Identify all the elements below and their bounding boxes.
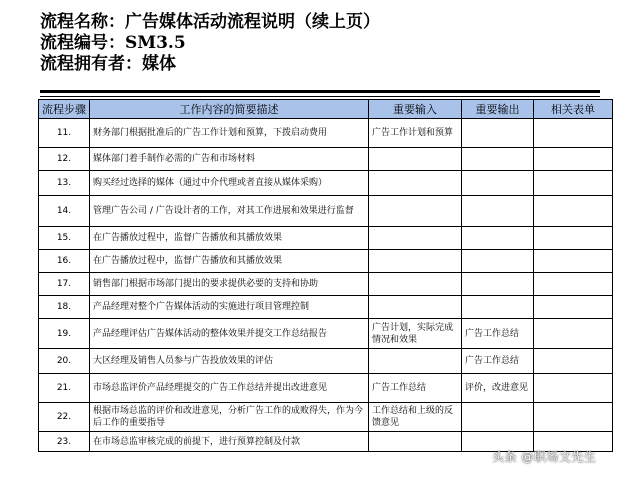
input-cell [369,273,462,296]
output-cell [462,403,534,432]
column-header-description: 工作内容的简要描述 [90,100,369,119]
watermark: 头条 @职场文先生 [492,450,597,464]
table-row [39,196,613,227]
column-header-forms: 相关表单 [534,100,613,119]
forms-cell [534,296,613,319]
input-cell: 广告工作总结 [369,374,462,403]
output-cell [462,148,534,171]
description-cell: 购买经过选择的媒体（通过中介代理或者直接从媒体采购） [90,171,369,196]
step-cell: 11. [39,119,90,148]
forms-cell [534,119,613,148]
forms-cell [534,374,613,403]
step-cell: 14. [39,196,90,227]
forms-cell [534,227,613,250]
table-row [39,374,613,403]
header-rule-thin [40,96,600,97]
description-cell: 大区经理及销售人员参与广告投放效果的评估 [90,349,369,374]
output-cell [462,250,534,273]
process-owner: 流程拥有者：媒体 [40,54,176,74]
input-cell: 广告工作计划和预算 [369,119,462,148]
description-cell: 媒体部门着手制作必需的广告和市场材料 [90,148,369,171]
forms-cell [534,250,613,273]
description-cell: 市场总监评价产品经理提交的广告工作总结并提出改进意见 [90,374,369,403]
input-cell [369,148,462,171]
description-cell: 在市场总监审核完成的前提下，进行预算控制及付款 [90,432,369,452]
table-row [39,227,613,250]
column-header-input: 重要输入 [369,100,462,119]
forms-cell [534,196,613,227]
step-cell: 15. [39,227,90,250]
output-cell [462,119,534,148]
step-cell: 12. [39,148,90,171]
description-cell: 销售部门根据市场部门提出的要求提供必要的支持和协助 [90,273,369,296]
input-cell [369,296,462,319]
step-cell: 20. [39,349,90,374]
header-rule-thick [40,90,600,93]
forms-cell [534,349,613,374]
process-number: 流程编号：SM3.5 [40,33,186,53]
step-cell: 23. [39,432,90,452]
output-cell: 评价，改进意见 [462,374,534,403]
forms-cell [534,403,613,432]
input-cell [369,250,462,273]
table-row [39,273,613,296]
table-row [39,148,613,171]
forms-cell [534,148,613,171]
table-row [39,119,613,148]
step-cell: 16. [39,250,90,273]
description-cell: 管理广告公司 / 广告设计者的工作，对其工作进展和效果进行监督 [90,196,369,227]
input-cell: 工作总结和上级的反馈意见 [369,403,462,432]
output-cell: 广告工作总结 [462,319,534,349]
description-cell: 在广告播放过程中，监督广告播放和其播放效果 [90,250,369,273]
input-cell [369,227,462,250]
table-row [39,296,613,319]
table-row [39,403,613,432]
description-cell: 产品经理评估广告媒体活动的整体效果并提交工作总结报告 [90,319,369,349]
output-cell [462,227,534,250]
forms-cell [534,273,613,296]
output-cell [462,273,534,296]
table-row [39,250,613,273]
process-name: 流程名称：广告媒体活动流程说明（续上页） [40,12,380,32]
input-cell [369,349,462,374]
input-cell [369,196,462,227]
table-row [39,319,613,349]
step-cell: 17. [39,273,90,296]
description-cell: 在广告播放过程中，监督广告播放和其播放效果 [90,227,369,250]
step-cell: 21. [39,374,90,403]
output-cell [462,196,534,227]
description-cell: 财务部门根据批准后的广告工作计划和预算，下拨启动费用 [90,119,369,148]
column-header-step: 流程步骤 [39,100,90,119]
process-table [38,99,613,452]
input-cell [369,171,462,196]
description-cell: 根据市场总监的评价和改进意见，分析广告工作的成败得失，作为今后工作的重要指导 [90,403,369,432]
table-row [39,349,613,374]
output-cell [462,296,534,319]
forms-cell [534,171,613,196]
step-cell: 22. [39,403,90,432]
output-cell [462,171,534,196]
output-cell: 广告工作总结 [462,349,534,374]
input-cell [369,432,462,452]
description-cell: 产品经理对整个广告媒体活动的实施进行项目管理控制 [90,296,369,319]
step-cell: 18. [39,296,90,319]
input-cell: 广告计划，实际完成情况和效果 [369,319,462,349]
table-row [39,171,613,196]
column-header-output: 重要输出 [462,100,534,119]
forms-cell [534,319,613,349]
table-header-row [39,100,613,119]
document-header [40,12,380,75]
step-cell: 13. [39,171,90,196]
step-cell: 19. [39,319,90,349]
